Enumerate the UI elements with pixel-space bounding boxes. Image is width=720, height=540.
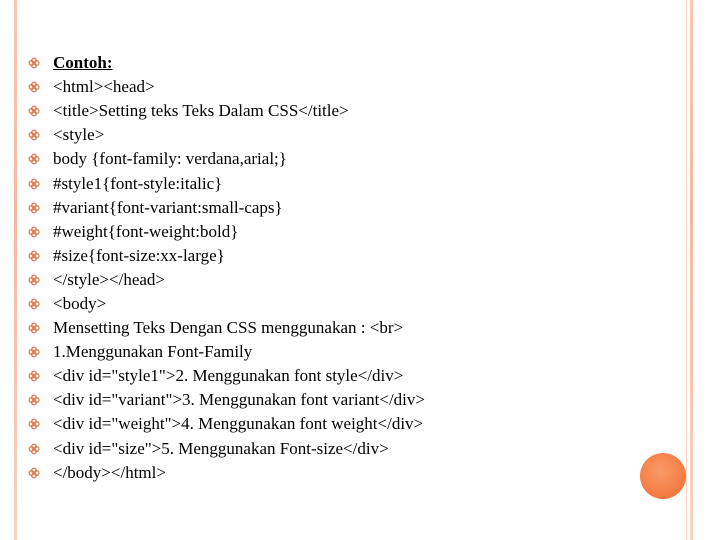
code-line: <title>Setting teks Teks Dalam CSS</title> — [53, 101, 349, 121]
four-petal-bullet-icon — [28, 129, 40, 141]
code-line: Mensetting Teks Dengan CSS menggunakan : <br> — [53, 318, 404, 338]
slide-content — [28, 51, 668, 485]
code-line: <div id="weight">4. Menggunakan font weight</div> — [53, 414, 424, 434]
four-petal-bullet-icon — [28, 322, 40, 334]
list-item — [28, 147, 668, 171]
four-petal-bullet-icon — [28, 346, 40, 358]
four-petal-bullet-icon — [28, 394, 40, 406]
four-petal-bullet-icon — [28, 105, 40, 117]
code-line: body {font-family: verdana,arial;} — [53, 149, 287, 169]
list-item — [28, 461, 668, 485]
list-item — [28, 75, 668, 99]
code-line: #variant{font-variant:small-caps} — [53, 197, 283, 217]
list-item — [28, 388, 668, 412]
code-line: 1.Menggunakan Font-Family — [53, 342, 253, 362]
four-petal-bullet-icon — [28, 226, 40, 238]
four-petal-bullet-icon — [28, 443, 40, 455]
code-line: <style> — [53, 125, 105, 145]
code-line: #weight{font-weight:bold} — [53, 221, 239, 241]
list-item — [28, 171, 668, 195]
four-petal-bullet-icon — [28, 467, 40, 479]
slide-heading: Contoh: — [53, 53, 113, 73]
list-item — [28, 316, 668, 340]
four-petal-bullet-icon — [28, 81, 40, 93]
code-line: #style1{font-style:italic} — [53, 173, 223, 193]
four-petal-bullet-icon — [28, 153, 40, 165]
code-line: <body> — [53, 293, 107, 313]
list-item — [28, 412, 668, 436]
list-item — [28, 292, 668, 316]
list-item — [28, 123, 668, 147]
code-line: </style></head> — [53, 269, 165, 289]
code-line: </body></html> — [53, 462, 166, 482]
four-petal-bullet-icon — [28, 418, 40, 430]
four-petal-bullet-icon — [28, 370, 40, 382]
four-petal-bullet-icon — [28, 250, 40, 262]
code-line: <div id="size">5. Menggunakan Font-size</div> — [53, 438, 389, 458]
four-petal-bullet-icon — [28, 298, 40, 310]
code-line: <div id="variant">3. Menggunakan font variant</div> — [53, 390, 425, 410]
four-petal-bullet-icon — [28, 202, 40, 214]
code-line: <html><head> — [53, 77, 155, 97]
list-item — [28, 99, 668, 123]
code-line: #size{font-size:xx-large} — [53, 245, 225, 265]
code-line: <div id="style1">2. Menggunakan font style</div> — [53, 366, 404, 386]
list-item — [28, 220, 668, 244]
four-petal-bullet-icon — [28, 178, 40, 190]
list-item — [28, 437, 668, 461]
list-item — [28, 196, 668, 220]
right-frame-line-thin — [686, 0, 687, 540]
list-item — [28, 340, 668, 364]
left-frame-line — [14, 0, 17, 540]
four-petal-bullet-icon — [28, 57, 40, 69]
list-item — [28, 244, 668, 268]
list-item — [28, 268, 668, 292]
four-petal-bullet-icon — [28, 274, 40, 286]
list-item — [28, 51, 668, 75]
list-item — [28, 364, 668, 388]
right-frame-line — [690, 0, 693, 540]
